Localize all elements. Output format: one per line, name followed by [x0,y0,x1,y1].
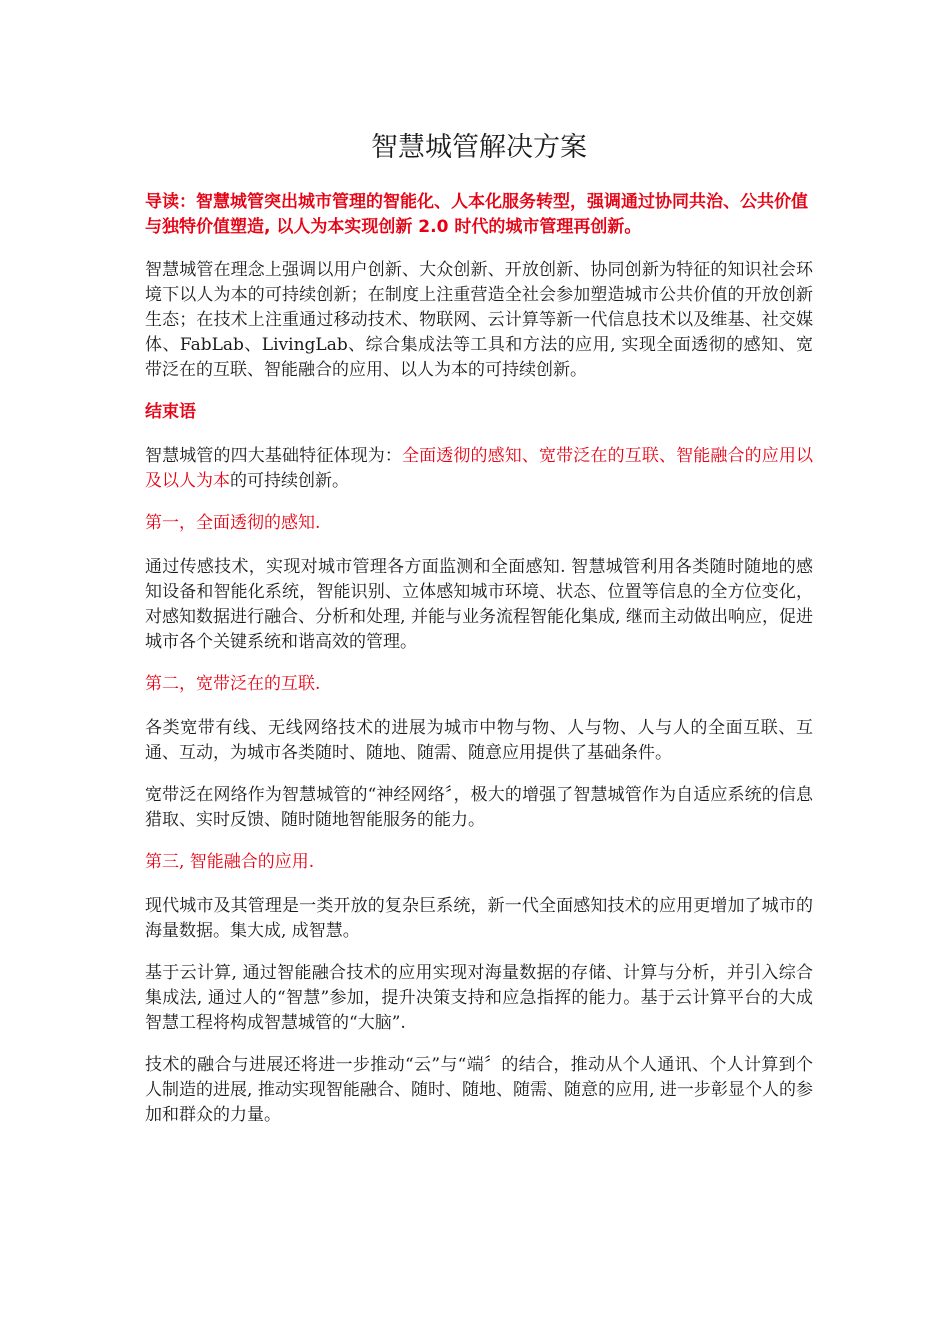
lead-paragraph: 导读：智慧城管突出城市管理的智能化、人本化服务转型，强调通过协同共治、公共价值与独特价值塑造, 以人为本实现创新 2.0 时代的城市管理再创新。 [145,192,808,237]
section-3-paragraph-2: 基于云计算, 通过智能融合技术的应用实现对海量数据的存储、计算与分析，并引入综合集成法, 通过人的“智慧”参加，提升决策支持和应急指挥的能力。基于云计算平台的大成智慧工程将构成智慧城管的“大脑”. [145,963,813,1033]
section-3-paragraph-3: 技术的融合与进展还将进一步推动“云”与“端〞的结合，推动从个人通讯、个人计算到个人制造的进展, 推动实现智能融合、随时、随地、随需、随意的应用, 进一步彰显个人的参加和群众的力量。 [145,1055,813,1125]
section-3-heading: 第三, 智能融合的应用. [145,852,315,872]
section-2-paragraph-2: 宽带泛在网络作为智慧城管的“神经网络〞，极大的增强了智慧城管作为自适应系统的信息猎取、实时反馈、随时随地智能服务的能力。 [145,785,813,830]
summary-paragraph [145,444,813,494]
page-title: 智慧城管解决方案 [371,132,587,163]
document-content [145,128,813,1145]
section-2-heading: 第二，宽带泛在的互联. [145,674,321,694]
summary-suffix: 的可持续创新。 [230,471,349,491]
intro-paragraph: 智慧城管在理念上强调以用户创新、大众创新、开放创新、协同创新为特征的知识社会环境下以人为本的可持续创新；在制度上注重营造全社会参加塑造城市公共价值的开放创新生态；在技术上注重通过移动技术、物联网、云计算等新一代信息技术以及维基、社交媒体、FabLab、LivingLab、综合集成法等工具和方法的应用, 实现全面透彻的感知、宽带泛在的互联、智能融合的应用、以人为本的可持续创新。 [145,260,813,380]
section-1-paragraph: 通过传感技术，实现对城市管理各方面监测和全面感知. 智慧城管利用各类随时随地的感知设备和智能化系统，智能识别、立体感知城市环境、状态、位置等信息的全方位变化，对感知数据进行融合、分析和处理, 并能与业务流程智能化集成, 继而主动做出响应，促进城市各个关键系统和谐高效的管理。 [145,557,813,652]
summary-prefix: 智慧城管的四大基础特征体现为： [145,446,402,466]
section-1-heading: 第一，全面透彻的感知. [145,513,321,533]
conclusion-heading: 结束语 [145,402,196,422]
section-3-paragraph-1: 现代城市及其管理是一类开放的复杂巨系统，新一代全面感知技术的应用更增加了城市的海量数据。集大成, 成智慧。 [145,896,813,941]
section-2-paragraph-1: 各类宽带有线、无线网络技术的进展为城市中物与物、人与物、人与人的全面互联、互通、互动，为城市各类随时、随地、随需、随意应用提供了基础条件。 [145,718,813,763]
summary-highlight: 全面透彻的感知、宽带泛在的互联、智能融合的应用以及以人为本 [145,446,814,491]
